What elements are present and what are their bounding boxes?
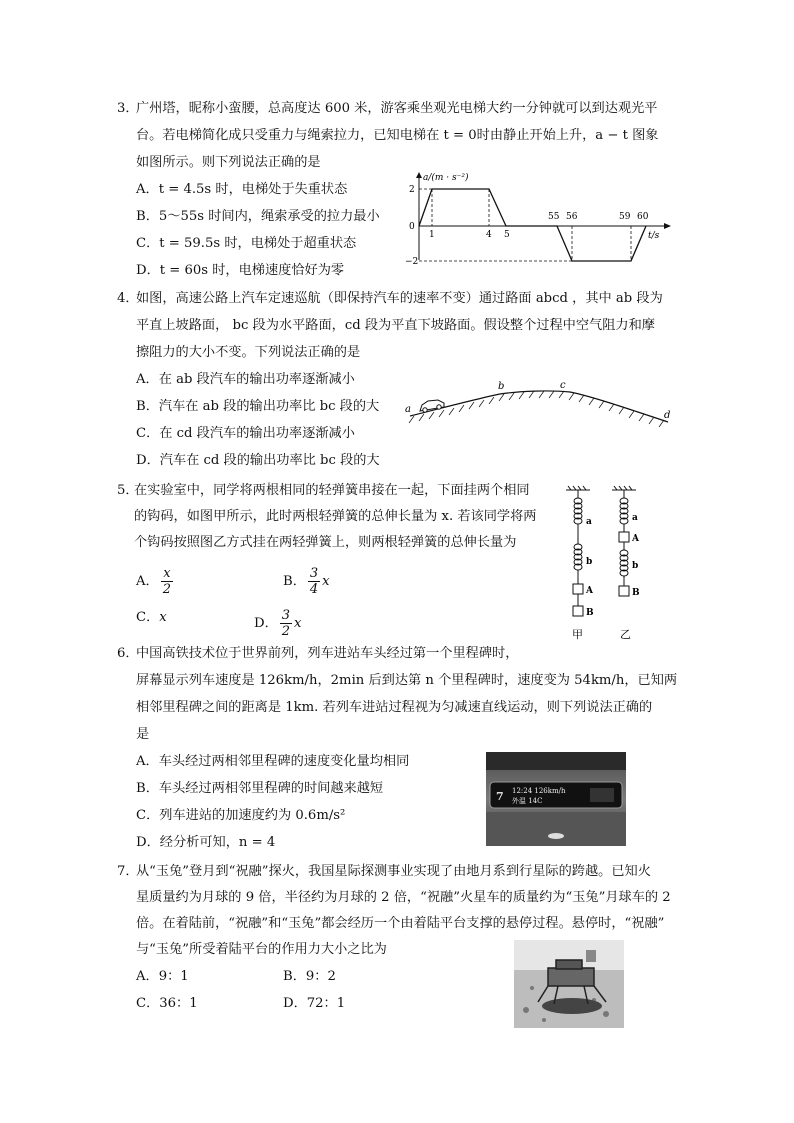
q3-stem-line2: 台。若电梯简化成只受重力与绳索拉力，已知电梯在 t = 0时由静止开始上升，a − t 图象 — [136, 128, 659, 143]
q3-stem-line3: 如图所示。则下列说法正确的是 — [136, 155, 321, 170]
q6-stem-line1: 中国高铁技术位于世界前列，列车进站车头经过第一个里程碑时， — [136, 646, 519, 661]
q4-option-c: C．在 cd 段汽车的输出功率逐渐减小 — [136, 426, 355, 441]
q7-stem-line4: 与“玉兔”所受着陆平台的作用力大小之比为 — [136, 942, 387, 957]
q6-screen-temp: 外温 14C — [512, 797, 543, 805]
q5-jia-label-a: a — [586, 517, 592, 527]
q6-option-b: B．车头经过两相邻里程碑的时间越来越短 — [136, 781, 384, 796]
q3-graph-ytick-2: 2 — [409, 185, 415, 195]
q7-option-c: C．36：1 — [136, 996, 198, 1011]
q4-option-d: D．汽车在 cd 段的输出功率比 bc 段的大 — [136, 453, 380, 468]
q5-caption-yi: 乙 — [620, 628, 631, 641]
q3-graph-ytick-neg2: −2 — [405, 257, 419, 267]
q7-option-a: A．9：1 — [136, 969, 189, 984]
q3-option-d: D．t = 60s 时，电梯速度恰好为零 — [136, 263, 345, 278]
q3-graph-xtick-60: 60 — [637, 212, 649, 222]
q3-graph-xtick-1: 1 — [429, 230, 435, 240]
q6-screen-speed: 12:24 126km/h — [512, 787, 566, 795]
q6-option-a: A．车头经过两相邻里程碑的速度变化量均相同 — [136, 754, 410, 769]
q6-stem-line3: 相邻里程碑之间的距离是 1km. 若列车进站过程视为匀减速直线运动，则下列说法正确的 — [136, 700, 653, 715]
q7-number: 7． — [117, 864, 139, 879]
q4-stem-line1: 如图，高速公路上汽车定速巡航（即保持汽车的速率不变）通过路面 abcd ，其中 ab 段为 — [136, 291, 663, 306]
q5-option-a: A． $\frac{x}{2}$ — [136, 566, 171, 597]
q5-caption-jia: 甲 — [572, 628, 583, 641]
q3-stem-line1: 广州塔，昵称小蛮腰，总高度达 600 米，游客乘坐观光电梯大约一分钟就可以到达观光平 — [136, 101, 658, 116]
q3-graph-xtick-59: 59 — [619, 212, 631, 222]
q5-yi-label-A: A — [632, 534, 639, 544]
q5-stem-line2: 的钩码，如图甲所示，此时两根轻弹簧的总伸长量为 x. 若该同学将两 — [134, 509, 537, 524]
q4-stem-line3: 擦阻力的大小不变。下列说法正确的是 — [136, 345, 361, 360]
q4-road-diagram — [400, 378, 680, 438]
q4-stem-line2: 平直上坡路面， bc 段为水平路面，cd 段为平直下坡路面。假设整个过程中空气阻力和摩 — [136, 318, 655, 333]
q5-option-d: D． $\frac{3}{2}$ x — [254, 608, 302, 639]
q6-train-screen-photo — [486, 752, 626, 846]
q3-graph-xtick-56: 56 — [566, 212, 578, 222]
q5-number: 5． — [117, 483, 139, 498]
q6-number: 6． — [117, 646, 139, 661]
q5-jia-label-b: b — [586, 557, 593, 567]
q5-yi-label-b: b — [632, 561, 639, 571]
q6-option-c: C．列车进站的加速度约为 0.6m/s² — [136, 808, 346, 823]
q3-graph-xtick-55: 55 — [548, 212, 560, 222]
q3-option-b: B．5～55s 时间内，绳索承受的拉力最小 — [136, 209, 380, 224]
q4-label-d: d — [664, 410, 671, 421]
q4-number: 4． — [117, 291, 139, 306]
q4-label-b: b — [498, 381, 505, 392]
q5-yi-label-a: a — [632, 513, 638, 523]
q7-lander-photo — [514, 940, 624, 1028]
q3-option-a: A．t = 4.5s 时，电梯处于失重状态 — [136, 182, 348, 197]
q6-stem-line4: 是 — [136, 727, 150, 742]
q3-option-c: C．t = 59.5s 时，电梯处于超重状态 — [136, 236, 357, 251]
svg-text:7: 7 — [496, 790, 504, 803]
q6-stem-line2: 屏幕显示列车速度是 126km/h，2min 后到达第 n 个里程碑时，速度变为 54km/h，已知两 — [136, 673, 678, 688]
q3-graph-xtick-4: 4 — [486, 230, 492, 240]
q5-spring-diagram — [560, 484, 670, 644]
q5-jia-label-A: A — [586, 586, 593, 596]
q7-stem-line3: 倍。在着陆前，“祝融”和“玉兔”都会经历一个由着陆平台支撑的悬停过程。悬停时，“祝融” — [136, 916, 665, 931]
q5-stem-line1: 在实验室中，同学将两根相同的轻弹簧串接在一起，下面挂两个相同 — [134, 483, 530, 498]
q5-option-b: B． $\frac{3}{4}$ x — [283, 566, 330, 597]
q7-stem-line1: 从“玉兔”登月到“祝融”探火，我国星际探测事业实现了由地月系到行星际的跨越。已知火 — [136, 864, 651, 879]
q4-option-a: A．在 ab 段汽车的输出功率逐渐减小 — [136, 372, 355, 387]
q5-jia-label-B: B — [586, 608, 594, 618]
q7-option-b: B．9：2 — [283, 969, 336, 984]
q3-graph-xtick-5: 5 — [504, 230, 510, 240]
q5-option-c: C．x — [136, 610, 167, 625]
q4-label-c: c — [560, 380, 566, 391]
q5-stem-line3: 个钩码按照图乙方式挂在两轻弹簧上，则两根轻弹簧的总伸长量为 — [134, 535, 517, 550]
q4-option-b: B．汽车在 ab 段的输出功率比 bc 段的大 — [136, 399, 380, 414]
q7-option-d: D．72：1 — [283, 996, 346, 1011]
q3-at-graph — [405, 170, 675, 275]
q3-graph-ytick-0: 0 — [409, 222, 415, 232]
q7-stem-line2: 星质量约为月球的 9 倍，半径约为月球的 2 倍，“祝融”火星车的质量约为“玉兔”月球车的 2 — [136, 890, 671, 905]
q3-number: 3． — [117, 101, 139, 116]
q6-option-d: D．经分析可知，n = 4 — [136, 835, 276, 850]
q3-graph-xlabel: t/s — [648, 231, 660, 241]
q5-yi-label-B: B — [632, 588, 640, 598]
q4-label-a: a — [405, 404, 411, 415]
q3-graph-ylabel: a/(m · s⁻²) — [423, 173, 469, 183]
